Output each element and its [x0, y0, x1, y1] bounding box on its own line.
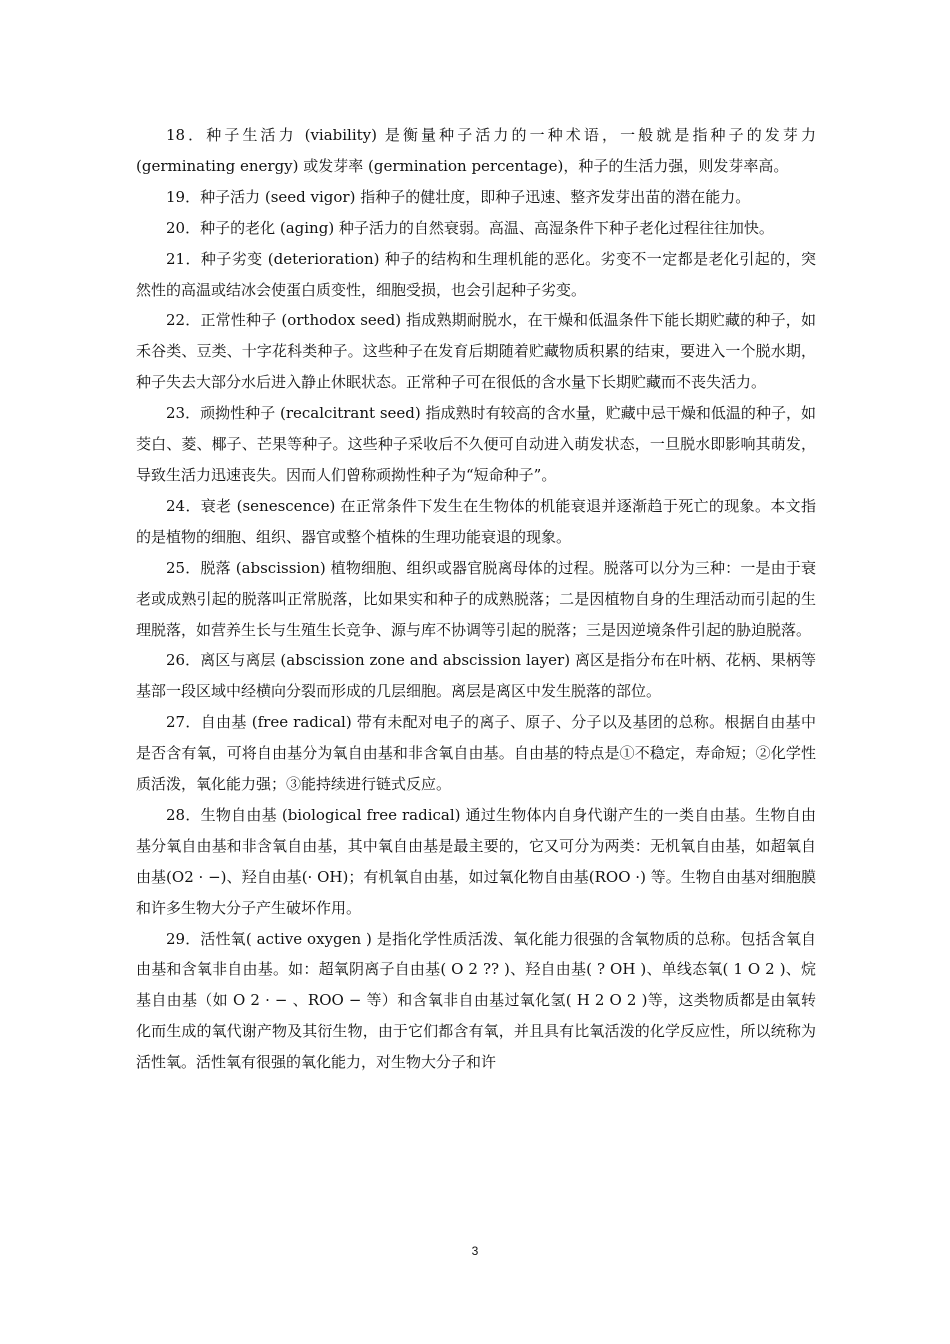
- body-text: [136, 120, 816, 1078]
- paragraph-21: 21．种子劣变 (deterioration) 种子的结构和生理机能的恶化。劣变不一定都是老化引起的，突然性的高温或结冰会使蛋白质变性，细胞受损，也会引起种子劣变。: [136, 249, 816, 299]
- page-number: 3: [471, 1244, 479, 1258]
- paragraph-20: 20．种子的老化 (aging) 种子活力的自然衰弱。高温、高湿条件下种子老化过程往往加快。: [166, 218, 774, 237]
- paragraph-19: 19．种子活力 (seed vigor) 指种子的健壮度，即种子迅速、整齐发芽出苗的潜在能力。: [166, 187, 751, 206]
- paragraph-18: 18．种子生活力 (viability) 是衡量种子活力的一种术语，一般就是指种子的发芽力 (germinating energy) 或发芽率 (germination percentage)，种子的生活力强，则发芽率高。: [136, 126, 816, 175]
- paragraph-24: 24．衰老 (senescence) 在正常条件下发生在生物体的机能衰退并逐渐趋于死亡的现象。本文指的是植物的细胞、组织、器官或整个植株的生理功能衰退的现象。: [136, 496, 816, 546]
- paragraph-23: 23．顽拗性种子 (recalcitrant seed) 指成熟时有较高的含水量，贮藏中忌干燥和低温的种子，如茭白、菱、椰子、芒果等种子。这些种子采收后不久便可自动进入萌发状态，一旦脱水即影响其萌发，导致生活力迅速丧失。因而人们曾称顽拗性种子为“短命种子”。: [136, 404, 816, 484]
- paragraph-26: 26．离区与离层 (abscission zone and abscission layer) 离区是指分布在叶柄、花柄、果柄等基部一段区域中经横向分裂而形成的几层细胞。离层是离区中发生脱落的部位。: [136, 651, 816, 701]
- paragraph-28: 28．生物自由基 (biological free radical) 通过生物体内自身代谢产生的一类自由基。生物自由基分氧自由基和非含氧自由基，其中氧自由基是最主要的，它又可分为两类：无机氧自由基，如超氧自由基(O2 · −)、羟自由基(· OH)；有机氧自由基，如过氧化物自由基(ROO ·) 等。生物自由基对细胞膜和许多生物大分子产生破坏作用。: [136, 805, 816, 917]
- paragraph-29: 29．活性氧( active oxygen ) 是指化学性质活泼、氧化能力很强的含氧物质的总称。包括含氧自由基和含氧非自由基。如：超氧阴离子自由基( O 2 ?? )、羟自由基( ? OH )、单线态氧( 1 O 2 )、烷基自由基（如 O 2 · − 、ROO − 等）和含氧非自由基过氧化氢( H 2 O 2 )等，这类物质都是由氧转化而生成的氧代谢产物及其衍生物，由于它们都含有氧，并且具有比氧活泼的化学反应性，所以统称为活性氧。活性氧有很强的氧化能力，对生物大分子和许: [136, 929, 816, 1072]
- paragraph-27: 27．自由基 (free radical) 带有未配对电子的离子、原子、分子以及基团的总称。根据自由基中是否含有氧，可将自由基分为氧自由基和非含氧自由基。自由基的特点是①不稳定，寿命短；②化学性质活泼，氧化能力强；③能持续进行链式反应。: [136, 713, 816, 794]
- paragraph-25: 25．脱落 (abscission) 植物细胞、组织或器官脱离母体的过程。脱落可以分为三种：一是由于衰老或成熟引起的脱落叫正常脱落，比如果实和种子的成熟脱落；二是因植物自身的生理活动而引起的生理脱落，如营养生长与生殖生长竞争、源与库不协调等引起的脱落；三是因逆境条件引起的胁迫脱落。: [136, 558, 816, 639]
- paragraph-22: 22．正常性种子 (orthodox seed) 指成熟期耐脱水，在干燥和低温条件下能长期贮藏的种子，如禾谷类、豆类、十字花科类种子。这些种子在发育后期随着贮藏物质积累的结束，要进入一个脱水期，种子失去大部分水后进入静止休眠状态。正常种子可在很低的含水量下长期贮藏而不丧失活力。: [136, 311, 816, 392]
